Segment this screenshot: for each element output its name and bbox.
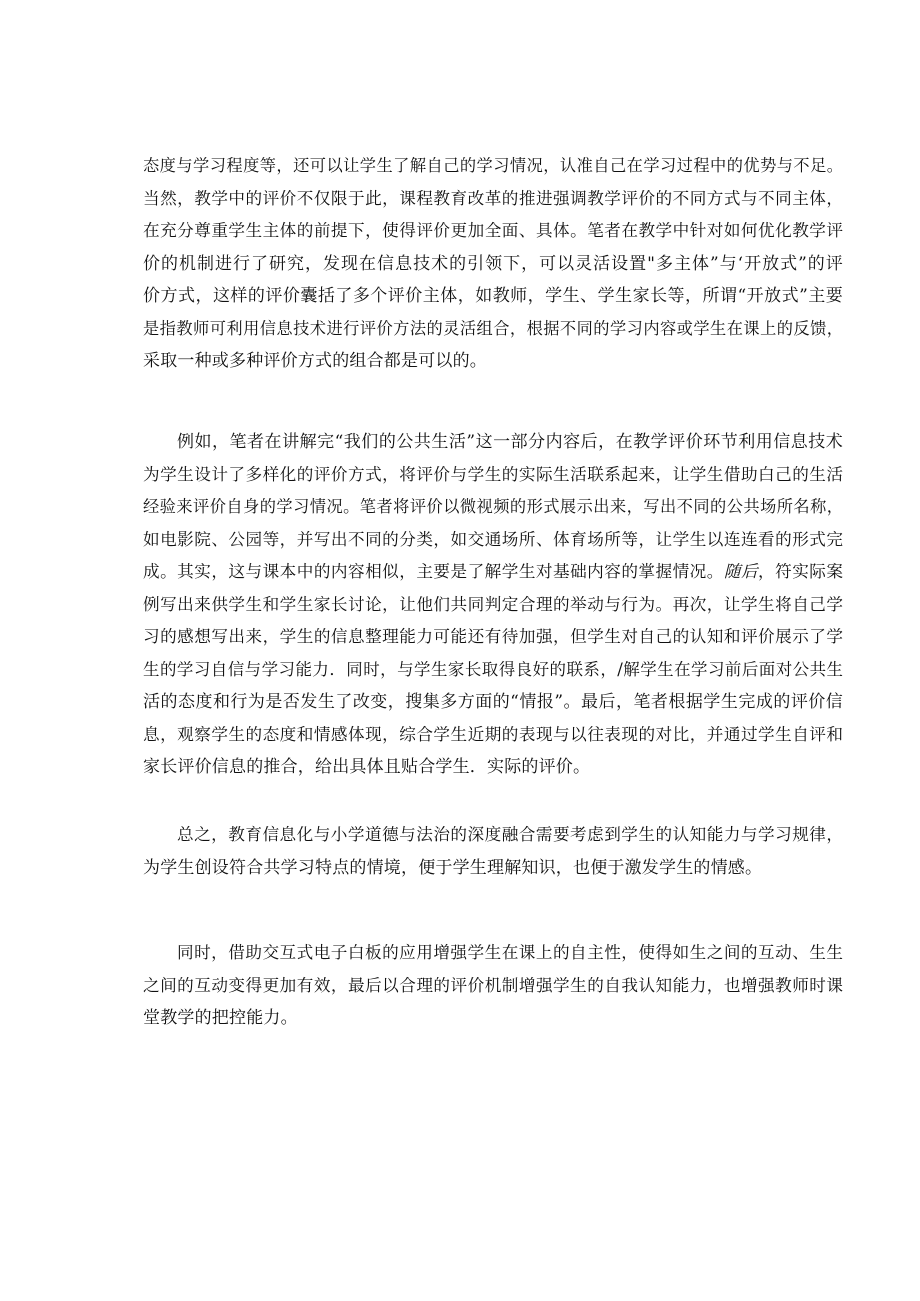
text-line: 息，观察学生的态度和情感体现，综合学生近期的表现与以往表现的对比，并通过学生自评和 (143, 724, 843, 744)
text-line: 是指教师可利用信息技术进行评价方法的灵活组合，根据不同的学习内容或学生在课上的反馈， (143, 318, 843, 338)
text-line: 价方式，这样的评价囊括了多个评价主体，如教师，学生、学生家长等，所谓“开放式”主要 (143, 286, 843, 306)
text-line: 经验来评价自身的学习情况。笔者将评价以微视频的形式展示出来，写出不同的公共场所名称， (143, 497, 843, 516)
paragraph-whiteboard (143, 937, 843, 1035)
paragraph-example-public-life (143, 426, 843, 784)
text-line: 堂教学的把控能力。 (143, 1008, 298, 1028)
text-line: 在充分尊重学生主体的前提下，使得评价更加全面、具体。笔者在教学中针对如何优化教学评 (143, 221, 843, 240)
text-line: 如电影院、公园等，并写出不同的分类，如交通场所、体育场所等，让学生以连连看的形式完 (143, 529, 843, 549)
text-line: 之间的互动变得更加有效，最后以合理的评价机制增强学生的自我认知能力，也增强教师时课 (143, 975, 843, 995)
text-line: 为学生设计了多样化的评价方式，将评价与学生的实际生活联系起来，让学生借助白己的生活 (143, 464, 843, 484)
text-line: 同时，借助交互式电子白板的应用增强学生在课上的自主性，使得如生之间的互动、生生 (177, 943, 843, 962)
text-line: 习的感想写出来，学生的信息整理能力可能还有待加强，但学生对自己的认知和评价展示了学 (143, 627, 843, 646)
text-line: 总之，教育信息化与小学道德与法治的深度融合需要考虑到学生的认知能力与学习规律， (177, 825, 843, 844)
text-segment-italic: 随后 (723, 562, 759, 581)
text-line: 生的学习自信与学习能力．同时，与学生家长取得良好的联系，/解学生在学习前后面对公共生 (143, 659, 843, 679)
paragraph-summary (143, 819, 843, 884)
text-line: 为学生创设符合共学习特点的情境，便于学生理解知识，也便于激发学生的情感。 (143, 857, 763, 878)
text-line: 当然，教学中的评价不仅限于此，课程教育改革的推进强调教学评价的不同方式与不同主体， (143, 188, 843, 208)
text-line: 活的态度和行为是否发生了改变，搜集多方面的“情报”。最后，笔者根据学生完成的评价信 (143, 692, 843, 712)
text-line: 家长评价信息的推合，给出具体且贴合学生．实际的评价。 (143, 757, 591, 777)
text-line: 例如，笔者在讲解完“我们的公共生活”这一部分内容后，在教学评价环节利用信息技术 (177, 432, 843, 452)
text-line: 态度与学习程度等，还可以让学生了解自己的学习情况，认准自己在学习过程中的优势与不足。 (143, 156, 843, 175)
text-line: 价的机制进行了研究，发现在信息技术的引领下，可以灵活设置"多主体”与‘开放式”的评 (143, 253, 843, 274)
text-segment: 成。其实，这与课本中的内容相似，主要是了解学生对基础内容的掌握情况。 (143, 562, 724, 581)
text-line: 例写出来供学生和学生家长讨论，让他们共同判定合理的举动与行为。再次，让学生将自己学 (143, 594, 843, 614)
paragraph-evaluation-mechanism (143, 150, 843, 378)
text-line-mixed (143, 556, 843, 589)
text-segment: ，符实际案 (758, 562, 843, 581)
text-line: 采取一种或多种评价方式的组合都是可以的。 (143, 351, 487, 371)
